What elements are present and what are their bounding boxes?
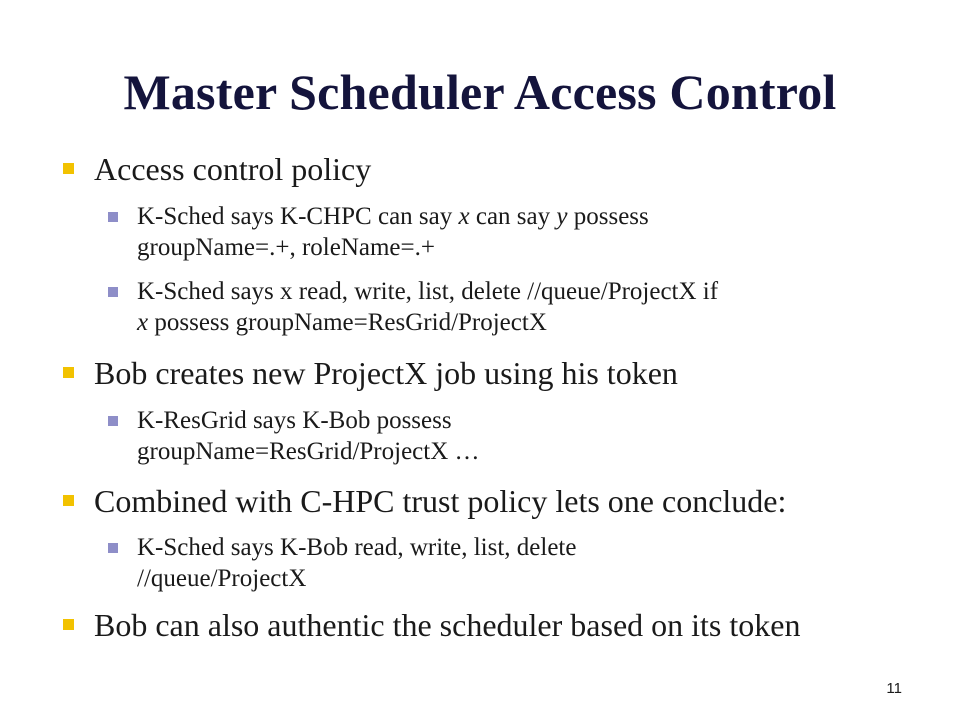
bullet-marker <box>63 619 74 630</box>
bullet-text: Bob creates new ProjectX job using his token <box>94 355 678 391</box>
sub-bullet-line: groupName=.+, roleName=.+ <box>137 234 435 261</box>
bullet-marker <box>63 163 74 174</box>
sub-bullet-line: K-Sched says x read, write, list, delete //queue/ProjectX if <box>137 278 719 305</box>
bullet-combined-conclusion <box>94 482 786 520</box>
bullet-bob-creates-job <box>94 354 678 392</box>
sub-bullet-marker <box>108 543 118 553</box>
bullet-text: Combined with C-HPC trust policy lets one conclude: <box>94 483 787 519</box>
sub-bullet-chpc-delegation <box>137 201 897 263</box>
sub-bullet-queue-permissions <box>137 276 897 338</box>
bullet-access-control-policy <box>94 150 371 188</box>
sub-bullet-line: //queue/ProjectX <box>137 565 307 592</box>
bullet-marker <box>63 367 74 378</box>
bullet-marker <box>63 495 74 506</box>
sub-bullet-line: groupName=ResGrid/ProjectX … <box>137 438 480 465</box>
sub-bullet-line: K-ResGrid says K-Bob possess <box>137 407 452 434</box>
sub-bullet-marker <box>108 287 118 297</box>
bullet-text: Access control policy <box>94 151 372 187</box>
bullet-text: Bob can also authentic the scheduler based on its token <box>94 607 801 643</box>
sub-bullet-bob-permissions <box>137 532 897 594</box>
bullet-scheduler-authentication <box>94 606 800 644</box>
slide-title: Master Scheduler Access Control <box>123 64 837 120</box>
sub-bullet-line: K-Sched says K-Bob read, write, list, delete <box>137 534 577 561</box>
sub-bullet-line: x possess groupName=ResGrid/ProjectX <box>137 309 547 336</box>
page-number: 11 <box>886 680 902 697</box>
sub-bullet-line: K-Sched says K-CHPC can say x can say y possess <box>137 203 649 230</box>
sub-bullet-marker <box>108 416 118 426</box>
sub-bullet-marker <box>108 212 118 222</box>
sub-bullet-resgrid-membership <box>137 405 897 467</box>
